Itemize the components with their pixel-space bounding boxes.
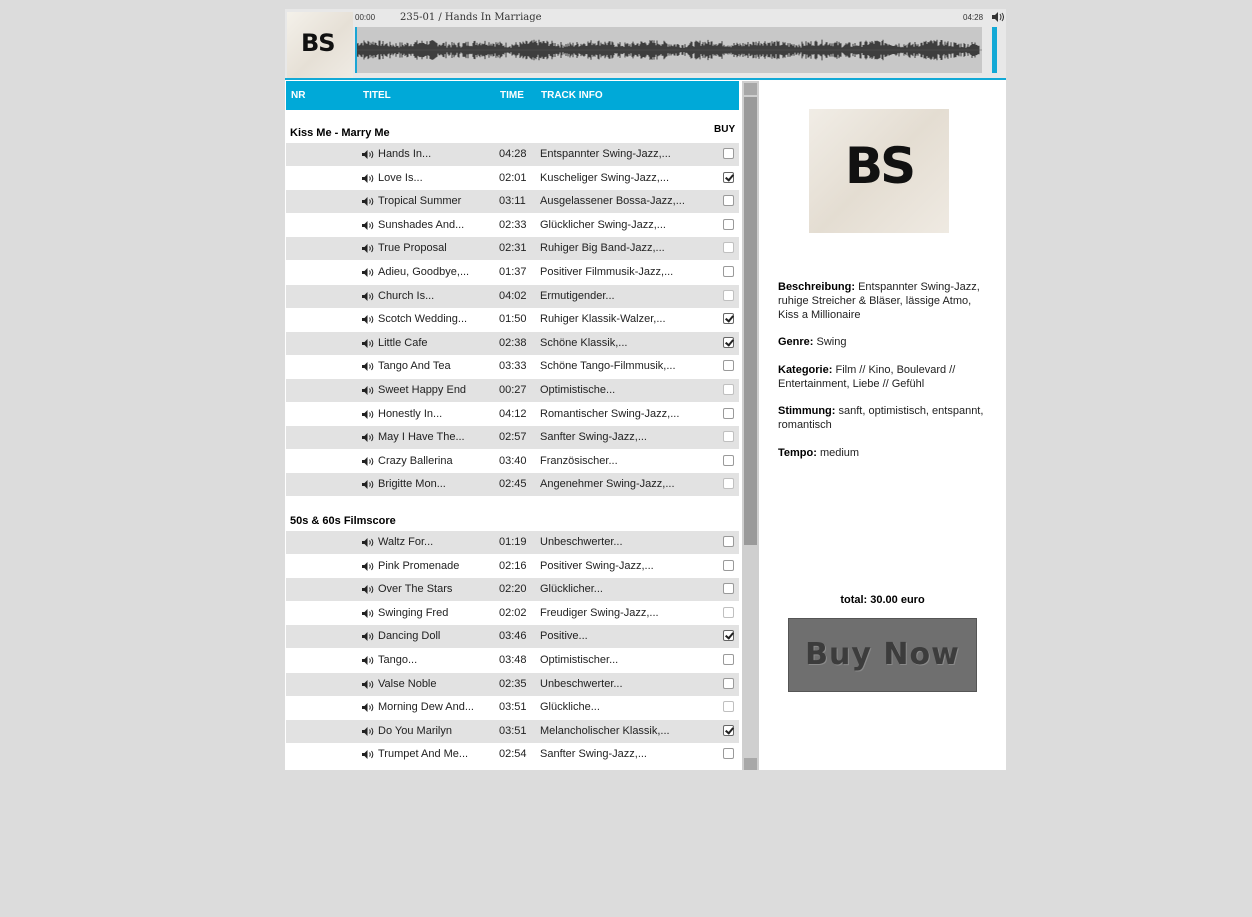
track-info: Melancholischer Klassik,... <box>540 725 670 737</box>
speaker-play-icon[interactable] <box>362 609 374 618</box>
table-row[interactable] <box>286 450 739 473</box>
album-group-title: Kiss Me - Marry Me <box>290 127 390 139</box>
table-row[interactable] <box>286 531 739 554</box>
track-info: Ruhiger Klassik-Walzer,... <box>540 313 666 325</box>
now-playing-title: 235-01 / Hands In Marriage <box>400 12 542 23</box>
track-duration: 02:02 <box>499 607 527 619</box>
track-title[interactable]: Over The Stars <box>378 583 453 595</box>
speaker-play-icon[interactable] <box>362 150 374 159</box>
buy-checkbox[interactable] <box>723 654 734 665</box>
scroll-thumb[interactable] <box>744 97 757 545</box>
track-title[interactable]: Little Cafe <box>378 337 428 349</box>
track-info: Sanfter Swing-Jazz,... <box>540 748 647 760</box>
track-duration: 03:51 <box>499 701 527 713</box>
table-row[interactable] <box>286 696 739 719</box>
buy-checkbox[interactable] <box>723 536 734 547</box>
buy-now-button[interactable]: Buy Now <box>788 618 977 692</box>
buy-checkbox[interactable] <box>723 748 734 759</box>
table-row[interactable] <box>286 578 739 601</box>
buy-checkbox[interactable] <box>723 172 734 183</box>
track-title[interactable]: Brigitte Mon... <box>378 478 446 490</box>
track-info: Positiver Swing-Jazz,... <box>540 560 654 572</box>
track-duration: 02:57 <box>499 431 527 443</box>
audio-player <box>285 9 1006 80</box>
speaker-play-icon[interactable] <box>362 197 374 206</box>
track-duration: 02:16 <box>499 560 527 572</box>
table-row[interactable] <box>286 355 739 378</box>
speaker-play-icon[interactable] <box>362 680 374 689</box>
buy-checkbox[interactable] <box>723 266 734 277</box>
speaker-play-icon[interactable] <box>362 244 374 253</box>
buy-checkbox[interactable] <box>723 431 734 442</box>
buy-checkbox[interactable] <box>723 290 734 301</box>
track-duration: 02:54 <box>499 748 527 760</box>
column-nr: NR <box>291 90 306 101</box>
total-time: 04:28 <box>963 13 984 22</box>
table-row[interactable] <box>286 555 739 578</box>
speaker-play-icon[interactable] <box>362 585 374 594</box>
track-list <box>285 81 740 770</box>
track-title[interactable]: Adieu, Goodbye,... <box>378 266 470 278</box>
table-row[interactable] <box>286 743 739 766</box>
buy-checkbox[interactable] <box>723 195 734 206</box>
speaker-play-icon[interactable] <box>362 410 374 419</box>
volume-slider[interactable] <box>992 27 997 73</box>
track-duration: 04:28 <box>499 148 527 160</box>
buy-checkbox[interactable] <box>723 560 734 571</box>
track-title[interactable]: Morning Dew And... <box>378 701 474 713</box>
buy-checkbox[interactable] <box>723 337 734 348</box>
speaker-icon[interactable] <box>991 12 1004 22</box>
track-title[interactable]: Honestly In... <box>378 408 443 420</box>
table-row[interactable] <box>286 237 739 260</box>
album-group-title: 50s & 60s Filmscore <box>290 515 396 527</box>
album-cover-thumbnail <box>287 12 353 78</box>
table-row[interactable] <box>286 261 739 284</box>
track-duration: 01:19 <box>499 536 527 548</box>
track-info: Angenehmer Swing-Jazz,... <box>540 478 675 490</box>
track-title[interactable]: Church Is... <box>378 290 435 302</box>
scroll-up-button[interactable] <box>744 83 757 95</box>
metadata-field <box>778 280 993 322</box>
track-duration: 03:40 <box>499 455 527 467</box>
music-shop-app <box>285 9 1006 770</box>
table-row[interactable] <box>286 379 739 402</box>
track-info: Französischer... <box>540 455 618 467</box>
table-row[interactable] <box>286 625 739 648</box>
table-row[interactable] <box>286 602 739 625</box>
track-duration: 03:48 <box>499 654 527 666</box>
track-duration: 02:38 <box>499 337 527 349</box>
track-duration: 02:01 <box>499 172 527 184</box>
speaker-play-icon[interactable] <box>362 656 374 665</box>
track-info: Unbeschwerter... <box>540 678 623 690</box>
track-title[interactable]: Swinging Fred <box>378 607 449 619</box>
table-header <box>286 81 739 110</box>
column-time: TIME <box>500 90 524 101</box>
track-detail-panel <box>759 81 1006 770</box>
playhead[interactable] <box>355 27 357 73</box>
buy-column-label: BUY <box>714 124 736 135</box>
table-row[interactable] <box>286 649 739 672</box>
table-row[interactable] <box>286 308 739 331</box>
buy-checkbox[interactable] <box>723 455 734 466</box>
track-duration: 03:33 <box>499 360 527 372</box>
buy-checkbox[interactable] <box>723 313 734 324</box>
track-title[interactable]: Hands In... <box>378 148 432 160</box>
buy-checkbox[interactable] <box>723 701 734 712</box>
track-title[interactable]: Love Is... <box>378 172 423 184</box>
elapsed-time: 00:00 <box>355 13 376 22</box>
metadata-value: Swing <box>816 336 847 348</box>
track-title[interactable]: Sweet Happy End <box>378 384 467 396</box>
speaker-play-icon[interactable] <box>362 750 374 759</box>
track-title[interactable]: May I Have The... <box>378 431 465 443</box>
track-info: Kuscheliger Swing-Jazz,... <box>540 172 669 184</box>
track-title[interactable]: Pink Promenade <box>378 560 460 572</box>
track-info: Freudiger Swing-Jazz,... <box>540 607 659 619</box>
total-price: total: 30.00 euro <box>840 594 925 606</box>
buy-checkbox[interactable] <box>723 384 734 395</box>
track-info: Glücklicher Swing-Jazz,... <box>540 219 666 231</box>
speaker-play-icon[interactable] <box>362 457 374 466</box>
track-title[interactable]: Tropical Summer <box>378 195 462 207</box>
track-title[interactable]: True Proposal <box>378 242 447 254</box>
track-info: Glückliche... <box>540 701 600 713</box>
track-info: Schöne Tango-Filmmusik,... <box>540 360 676 372</box>
track-title[interactable]: Valse Noble <box>378 678 437 690</box>
track-duration: 02:33 <box>499 219 527 231</box>
buy-checkbox[interactable] <box>723 242 734 253</box>
waveform-seekbar[interactable] <box>355 27 982 73</box>
track-title[interactable]: Tango... <box>378 654 418 666</box>
speaker-play-icon[interactable] <box>362 727 374 736</box>
buy-checkbox[interactable] <box>723 478 734 489</box>
track-duration: 02:45 <box>499 478 527 490</box>
track-duration: 02:35 <box>499 678 527 690</box>
track-duration: 00:27 <box>499 384 527 396</box>
metadata-field <box>778 404 993 432</box>
album-cover-large <box>809 109 949 233</box>
metadata-field <box>778 335 993 349</box>
speaker-play-icon[interactable] <box>362 632 374 641</box>
track-duration: 03:11 <box>499 195 526 207</box>
track-info: Glücklicher... <box>540 583 603 595</box>
track-title[interactable]: Waltz For... <box>378 536 434 548</box>
track-info: Sanfter Swing-Jazz,... <box>540 431 647 443</box>
table-row[interactable] <box>286 720 739 743</box>
table-row[interactable] <box>286 473 739 496</box>
buy-checkbox[interactable] <box>723 408 734 419</box>
track-info: Ermutigender... <box>540 290 615 302</box>
table-row[interactable] <box>286 426 739 449</box>
cover-logo-text-large: BS <box>845 137 914 195</box>
table-row[interactable] <box>286 167 739 190</box>
metadata-field <box>778 446 993 460</box>
track-title[interactable]: Trumpet And Me... <box>378 748 469 760</box>
player-divider <box>285 78 1006 80</box>
track-title[interactable]: Crazy Ballerina <box>378 455 453 467</box>
metadata-value: sanft, optimistisch, entspannt, romantisch <box>778 405 984 431</box>
table-row[interactable] <box>286 190 739 213</box>
buy-checkbox[interactable] <box>723 360 734 371</box>
speaker-play-icon[interactable] <box>362 703 374 712</box>
speaker-play-icon[interactable] <box>362 480 374 489</box>
track-info: Optimistischer... <box>540 654 619 666</box>
buy-checkbox[interactable] <box>723 148 734 159</box>
track-info: Ausgelassener Bossa-Jazz,... <box>540 195 685 207</box>
buy-checkbox[interactable] <box>723 630 734 641</box>
speaker-play-icon[interactable] <box>362 339 374 348</box>
speaker-play-icon[interactable] <box>362 292 374 301</box>
list-scrollbar[interactable] <box>742 81 759 770</box>
speaker-play-icon[interactable] <box>362 538 374 547</box>
track-duration: 01:37 <box>499 266 527 278</box>
track-info: Ruhiger Big Band-Jazz,... <box>540 242 665 254</box>
waveform-graphic <box>355 27 982 73</box>
track-duration: 03:51 <box>499 725 527 737</box>
column-track-info: TRACK INFO <box>541 90 603 101</box>
metadata-value: Entspannter Swing-Jazz, ruhige Streicher & Bläser, lässige Atmo, Kiss a Millionaire <box>778 281 980 321</box>
table-row[interactable] <box>286 214 739 237</box>
buy-checkbox[interactable] <box>723 678 734 689</box>
scroll-down-button[interactable] <box>744 758 757 770</box>
metadata-value: Film // Kino, Boulevard // Entertainment, Liebe // Gefühl <box>778 364 956 390</box>
metadata-value: medium <box>819 447 860 459</box>
buy-checkbox[interactable] <box>723 219 734 230</box>
track-info: Positiver Filmmusik-Jazz,... <box>540 266 674 278</box>
table-row[interactable] <box>286 332 739 355</box>
track-info: Unbeschwerter... <box>540 536 623 548</box>
metadata-label: Genre: <box>778 336 814 348</box>
speaker-play-icon[interactable] <box>362 174 374 183</box>
metadata-label: Beschreibung: <box>778 281 856 293</box>
track-duration: 04:12 <box>499 408 527 420</box>
speaker-play-icon[interactable] <box>362 562 374 571</box>
track-duration: 04:02 <box>499 290 527 302</box>
metadata-field <box>778 363 993 391</box>
track-title[interactable]: Dancing Doll <box>378 630 441 642</box>
speaker-play-icon[interactable] <box>362 386 374 395</box>
metadata-label: Kategorie: <box>778 364 833 376</box>
table-row[interactable] <box>286 143 739 166</box>
track-duration: 01:50 <box>499 313 527 325</box>
table-row[interactable] <box>286 403 739 426</box>
metadata-label: Tempo: <box>778 447 817 459</box>
track-info: Positive... <box>540 630 588 642</box>
track-info: Entspannter Swing-Jazz,... <box>540 148 671 160</box>
speaker-play-icon[interactable] <box>362 221 374 230</box>
table-row[interactable] <box>286 285 739 308</box>
speaker-play-icon[interactable] <box>362 433 374 442</box>
track-info: Schöne Klassik,... <box>540 337 628 349</box>
buy-checkbox[interactable] <box>723 607 734 618</box>
track-info: Optimistische... <box>540 384 616 396</box>
speaker-play-icon[interactable] <box>362 268 374 277</box>
track-duration: 02:20 <box>499 583 527 595</box>
track-info: Romantischer Swing-Jazz,... <box>540 408 680 420</box>
speaker-play-icon[interactable] <box>362 362 374 371</box>
speaker-play-icon[interactable] <box>362 315 374 324</box>
buy-checkbox[interactable] <box>723 725 734 736</box>
column-title: TITEL <box>363 90 391 101</box>
track-duration: 03:46 <box>499 630 527 642</box>
track-title[interactable]: Sunshades And... <box>378 219 465 231</box>
track-title[interactable]: Tango And Tea <box>378 360 451 372</box>
cover-logo-text: BS <box>301 29 335 57</box>
buy-checkbox[interactable] <box>723 583 734 594</box>
table-row[interactable] <box>286 673 739 696</box>
track-title[interactable]: Scotch Wedding... <box>378 313 468 325</box>
track-duration: 02:31 <box>499 242 527 254</box>
metadata-label: Stimmung: <box>778 405 836 417</box>
track-title[interactable]: Do You Marilyn <box>378 725 452 737</box>
